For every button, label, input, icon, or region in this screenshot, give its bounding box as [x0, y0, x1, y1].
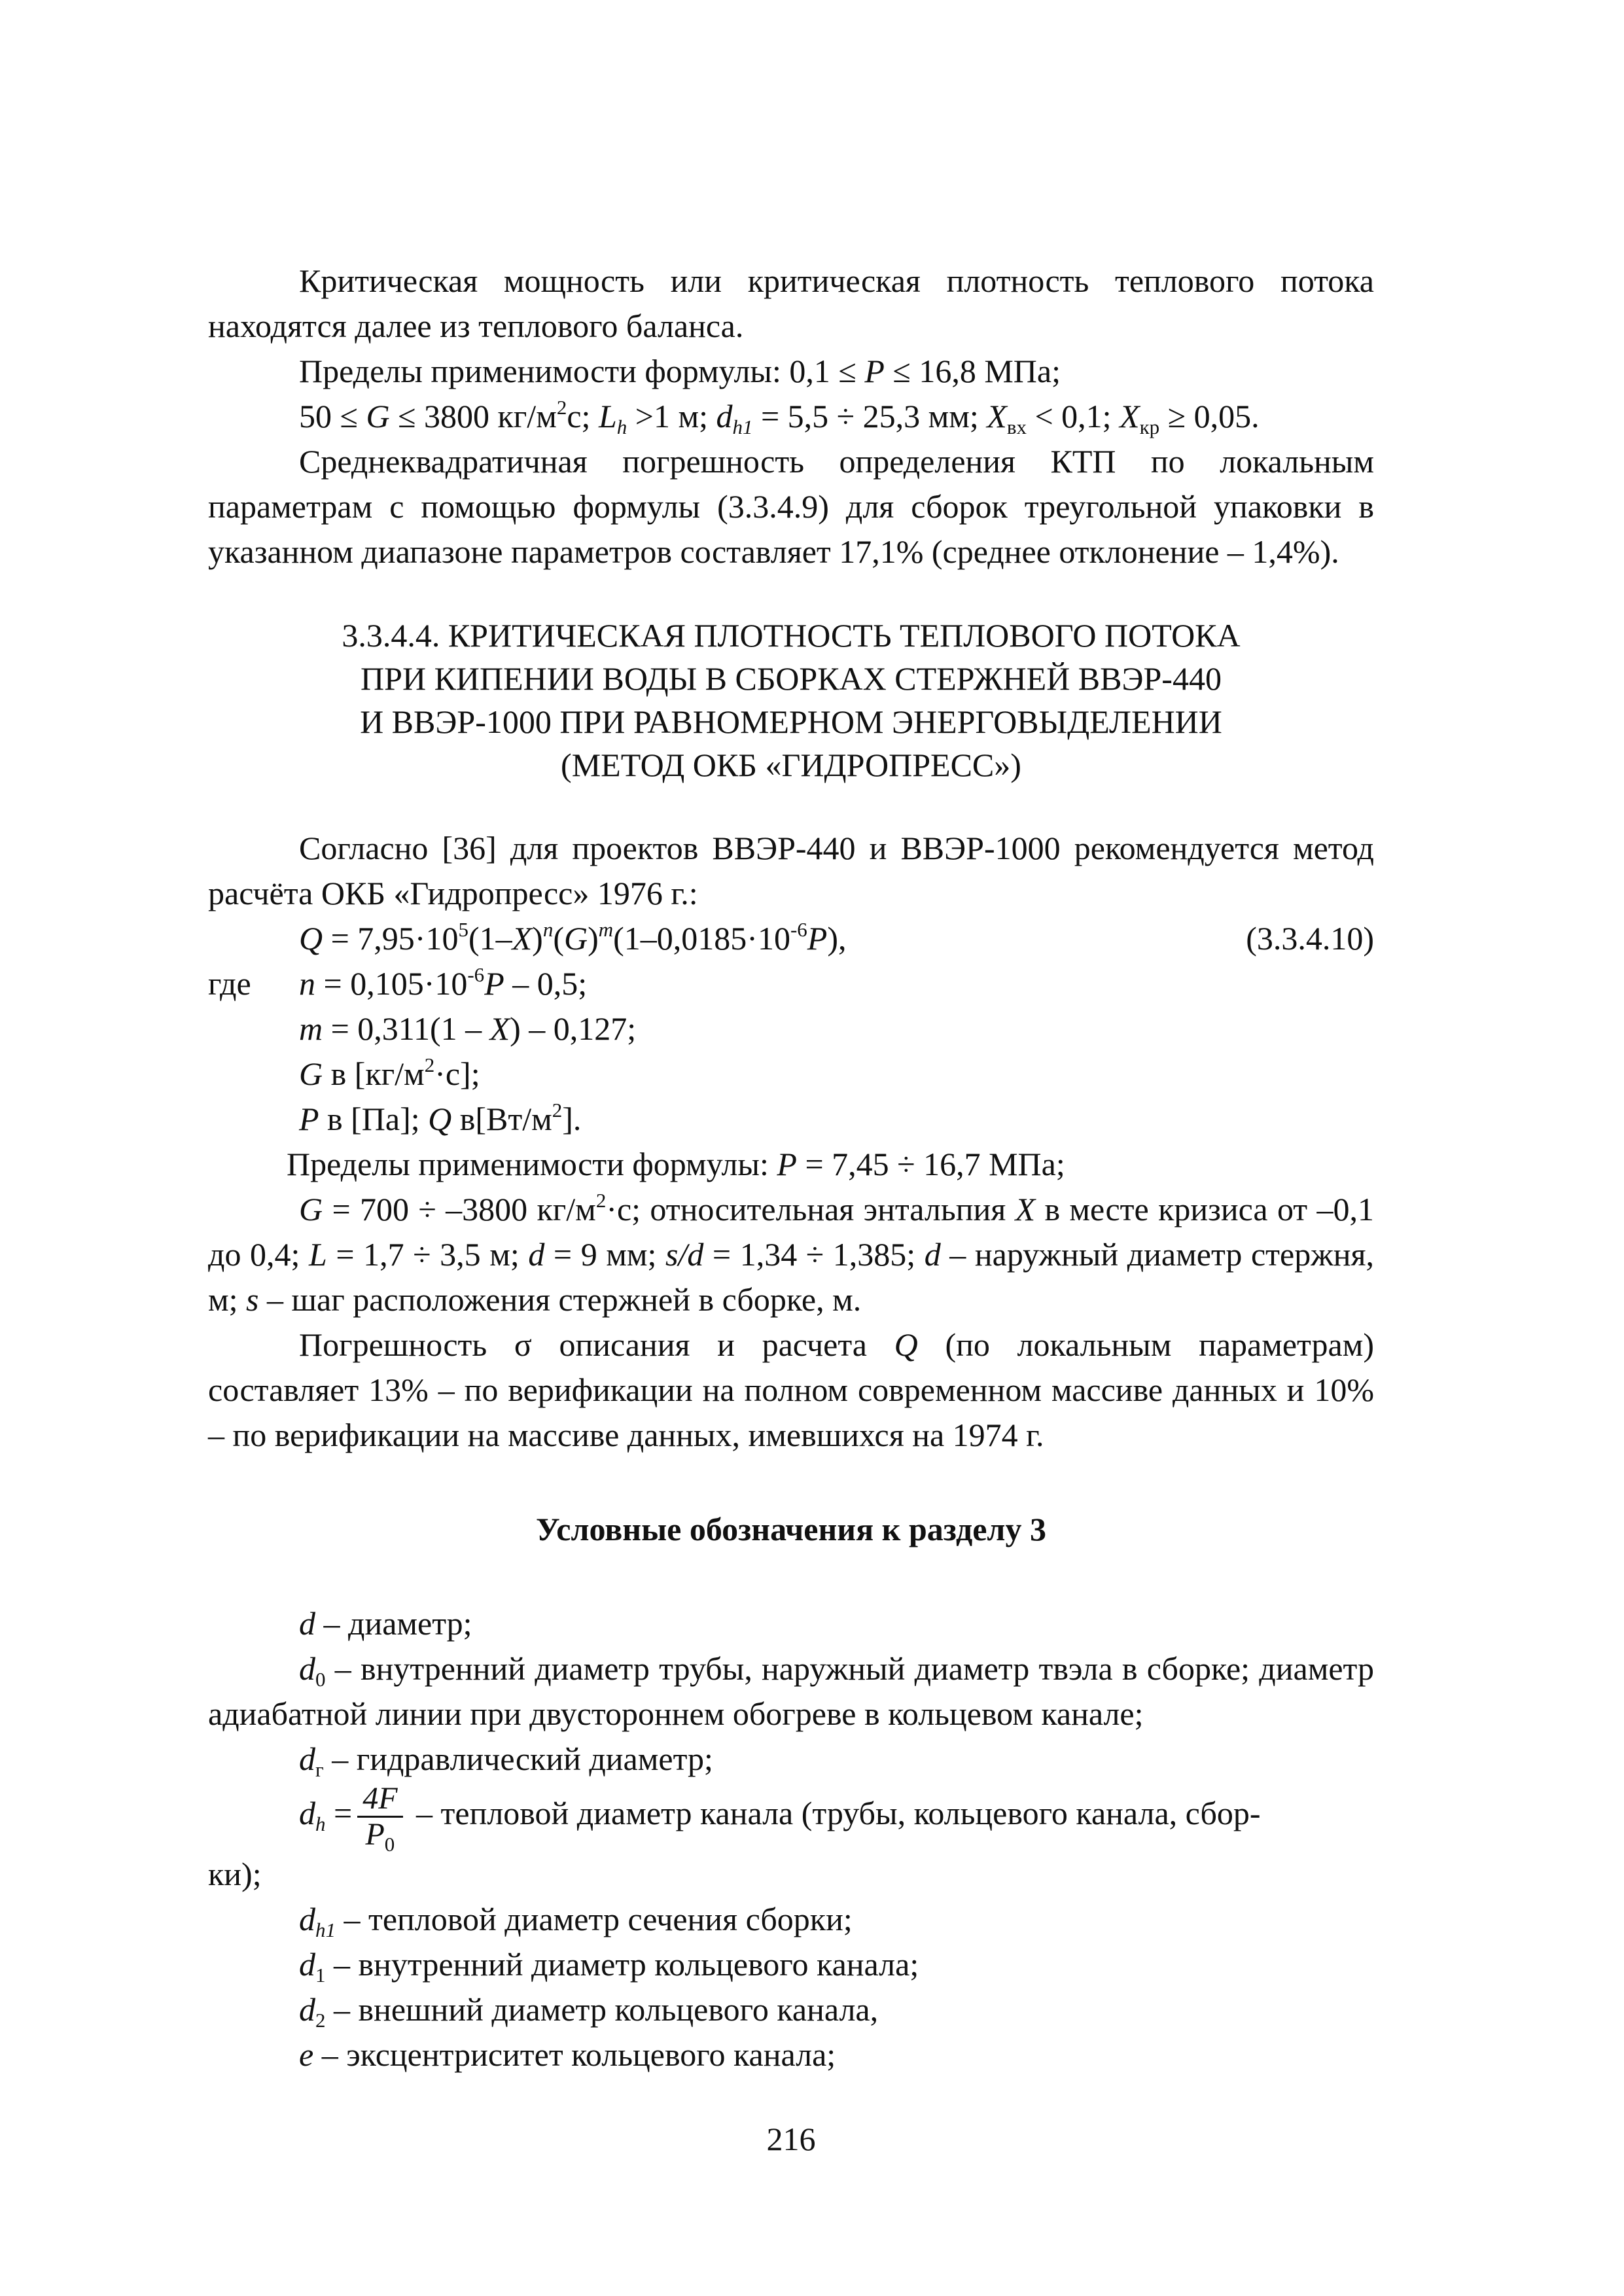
formula-limits: Пределы применимости формулы: P = 7,45 ÷ 16,7 МПа; — [287, 1146, 1065, 1182]
where-n-line: где $n = 0,105\cdot 10^{-6}P - 0,5$; — [208, 961, 1374, 1006]
notation-item-d: d – диаметр; — [299, 1605, 472, 1642]
heading-line: (МЕТОД ОКБ «ГИДРОПРЕСС») — [561, 747, 1021, 783]
notation-item-dg: $d_г$ – гидравлический диаметр; — [299, 1740, 713, 1781]
notation-item-d0: $d_0$ – внутренний диаметр трубы, наружный диаметр твэла в сборке; диаметр адиабатной линии при двустороннем обогреве в кольцевом канале; — [208, 1650, 1374, 1732]
notation-item-e: e – эксцентриситет кольцевого канала; — [299, 2036, 836, 2073]
paragraph-rms-error: Среднеквадратичная погрешность определения КТП по локальным параметрам с помощью формулы (3.3.4.9) для сборок треугольной упаковки в указанном диапазоне параметров составляет 17,1% (среднее отклонение – 1,4%). — [208, 443, 1374, 570]
notation-item-dh-continuation: ки); — [208, 1856, 262, 1892]
document-page — [208, 258, 1374, 2162]
notation-item-d1: $d_1$ – внутренний диаметр кольцевого канала; — [299, 1946, 919, 1987]
paragraph-method-intro: Согласно [36] для проектов ВВЭР-440 и ВВЭР-1000 рекомендуется метод расчёта ОКБ «Гидропресс» 1976 г.: — [208, 830, 1374, 911]
formula-3-3-4-10 — [208, 916, 1374, 961]
paragraph-heat-balance: Критическая мощность или критическая плотность теплового потока находятся далее из теплового баланса. — [208, 262, 1374, 344]
notation-title: Условные обозначения к разделу 3 — [536, 1511, 1046, 1547]
fraction-4f-p0: $\frac{4F}{P_0}$ — [357, 1782, 402, 1852]
formula-body: $Q = 7,95\cdot 10^5(1-X)^n(G)^m(1-0,0185\cdot 10^{-6}P)$, — [299, 918, 847, 957]
where-label: где — [208, 965, 251, 1002]
where-p-q-units: P в [Па]; Q $в[Вт/м^2]$. — [299, 1099, 582, 1137]
section-heading — [208, 614, 1374, 786]
paragraph-error: Погрешность σ описания и расчета Q (по локальным параметрам) составляет 13% – по верификации на полном современном массиве данных и 10% – по верификации на массиве данных, имевшихся на 1974 г. — [208, 1326, 1374, 1453]
where-m-line: m = 0,311(1 – X) – 0,127; — [299, 1010, 637, 1047]
heading-line: 3.3.4.4. КРИТИЧЕСКАЯ ПЛОТНОСТЬ ТЕПЛОВОГО ПОТОКА — [342, 617, 1241, 654]
heading-line: И ВВЭР-1000 ПРИ РАВНОМЕРНОМ ЭНЕРГОВЫДЕЛЕНИИ — [360, 703, 1222, 740]
notation-item-d2: $d_2$ – внешний диаметр кольцевого канала, — [299, 1991, 879, 2032]
heading-line: ПРИ КИПЕНИИ ВОДЫ В СБОРКАХ СТЕРЖНЕЙ ВВЭР-440 — [361, 660, 1222, 697]
formula-number: (3.3.4.10) — [1246, 920, 1374, 957]
applicability-limits-params: 50 ≤ G ≤ 3800 $кг/м^2с$; $L_h >1$ м; $d_{h1} = 5,5 \div 25,3$ мм; $X_{вх} < 0,1$; $X_{кр} \ge 0,05$. — [299, 396, 1260, 438]
notation-item-dh1: $d_{h1}$ – тепловой диаметр сечения сборки; — [299, 1901, 853, 1941]
paragraph-parameter-ranges: G = 700 ÷ –3800 $кг/м^2\cdot с$; относительная энтальпия X в месте кризиса от –0,1 до 0,4; L = 1,7 ÷ 3,5 м; d = 9 мм; s/d = 1,34 ÷ 1,385; d – наружный диаметр стержня, м; s – шаг расположения стержней в сборке, м. — [208, 1189, 1375, 1318]
page-number: 216 — [766, 2121, 816, 2157]
applicability-limits-pressure: Пределы применимости формулы: 0,1 ≤ P ≤ 16,8 МПа; — [299, 353, 1061, 389]
notation-item-dh: $d_h$ = $\frac{4F}{P_0}$ – тепловой диаметр канала (трубы, кольцевого канала, сбор- — [299, 1781, 1261, 1856]
where-g-units: G в $[кг/м^2\cdot с]$; — [299, 1053, 480, 1092]
